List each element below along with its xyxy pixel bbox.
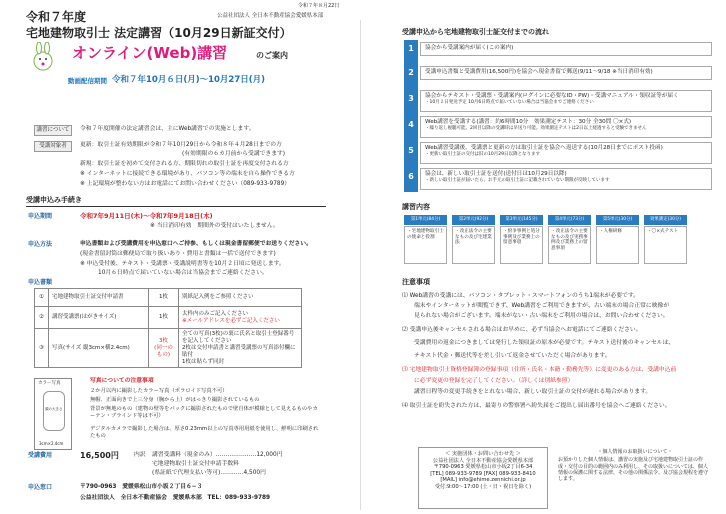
target-new: 新規：取引士証を初めて交付される方、期限切れの取引士証を再度交付される方 — [80, 161, 289, 167]
note-4: ⑷ 取引士証を紛失された方は、最寄りの警察署へ紛失届をご提出し届出番号を協会へご連絡ください。 — [402, 403, 671, 409]
note-1b: 端末やインターネットが閲覧できず、Web講習をご利用できますが、古い端末の場合正常に映像が — [414, 303, 670, 309]
doc-name: 宅地建物取引士証交付申請書 — [49, 289, 149, 307]
flow-step-sub: ・繰り返し視聴可能。2回目以降の受講時は早送り可能。効果測定テストは2日以上経過すると受験できません — [425, 125, 647, 131]
note-2c: テキスト代金・郵送代等を差し引いて返金させていただく場合があります。 — [414, 353, 611, 359]
flow-step — [420, 116, 712, 138]
doc-no: ③ — [35, 329, 49, 368]
unit-body: ・改正法令の主要なもの及び実務事例及び業務上の留意事項 — [548, 226, 591, 264]
flow-step — [420, 90, 712, 112]
doc-note: 別紙記入例をご参照ください — [179, 289, 302, 307]
photo-note-4: デジタルカメラで撮影した場合は、厚さ0.23mm以上の写真専用用紙を使用し、鮮明に印刷されたもの — [90, 426, 319, 439]
flow-step-text: 協会から受講案内が届く(この案内) — [425, 45, 514, 51]
note-2: ⑵ 受講申込後キャンセルされる場合はお早めに、必ず当協会へお電話にてご連絡ください。 — [402, 327, 642, 333]
target-renew: 更新：取引士証有効期限が令和７年10月29日から令和８年４月28日までの方 — [80, 142, 282, 148]
photo-sample — [34, 378, 72, 450]
step-number: 2 — [408, 68, 414, 77]
fiscal-year: 令和７年度 — [26, 10, 87, 24]
inquiry-title: ＜ 実施団体・お問い合わせ先 ＞ — [445, 451, 521, 457]
fee-label: 受講費用 — [28, 452, 53, 459]
flow-step-text: 受講申込書類と受講費用(16,500円)を協会へ現金書留で郵送(9/11～9/18 ※当日消印有効) — [425, 69, 653, 75]
privacy-box — [556, 447, 714, 509]
target-renew-note: (有効期限の６カ月前から受講できます) — [182, 151, 286, 157]
unit-head: 第2単元(92分) — [452, 215, 495, 225]
note-1c: 見られない場合がございます。端末がない・古い端末をご利用の場合は、お問い合わせください。 — [414, 313, 669, 319]
doc-note — [179, 307, 302, 329]
doc-name: 写真(サイズ 縦3cm×横2.4cm) — [49, 329, 149, 368]
privacy-title: ・個人情報のお取扱いについて・ — [597, 449, 673, 455]
inquiry-box — [418, 447, 548, 509]
doc-qty — [149, 329, 179, 368]
photo-head-label: 頭の大きさ — [45, 407, 63, 411]
method-label: 申込方法 — [28, 241, 53, 248]
doc-qty: 1枚 — [149, 289, 179, 307]
flow-step-text: 協会からテキスト・受講票・受講案内(ログインに必要なID・PW)・受講マニュアル・領収証等が届く — [425, 93, 679, 99]
flow-step-sub: ・更新い取引士証の交付は旧の10月29日以降となります — [425, 151, 540, 157]
photo-size: 3cm×2.4cm — [39, 441, 64, 446]
note-3: ⑶ 宅地建物取引士資格登録簿の登録事項（住所・氏名・本籍・勤務先等）に変更のある方は、受講申込前 — [402, 367, 677, 373]
stream-period-dates: 令和７年10月６日(月)～10月27日(月) — [112, 75, 266, 85]
unit-body: ・〇×式テスト — [644, 226, 687, 264]
unit-body: ・改正法令の主要なもの及び宅建業法 — [452, 226, 495, 264]
step-number: 4 — [408, 120, 414, 129]
note-3b-text: に必ず変更の登録を完了してください。（詳しくは別紙参照） — [414, 378, 574, 384]
fee-line-3: (県証紙で代理支払い等可)…………4,500円 — [152, 470, 266, 476]
method-line-4: 10月６日時点で届いていない場合は当協会までご連絡ください。 — [98, 270, 268, 276]
unit-body: ・宅地建物取引士の使命と役割 — [404, 226, 447, 264]
page-title: 宅地建物取引士 法定講習（10月29日新証交付） — [26, 26, 292, 40]
fee-line-1: 講習受講料（現金のみ）…………………12,000円 — [152, 452, 283, 458]
inquiry-email[interactable]: [MAIL] info@ehime.zennichi.or.jp — [440, 477, 526, 483]
photo-sample-label: カラー写真 — [38, 381, 61, 386]
period-note: ※ 当日消印有効 期間外の受付はいたしません。 — [150, 223, 279, 229]
inquiry-hours: 受付:9:00～17:00 (土・日・祝日を除く) — [434, 483, 532, 490]
about-label: 講習について — [34, 125, 72, 136]
doc-note-red: ※メールアドレスを必ずご記入ください — [182, 317, 280, 324]
note-2b: 受講費用の返金につきましては発行した領収証の原本が必要です。テキスト送付後のキャンセルは、 — [414, 340, 675, 346]
doc-note-3: 1枚は貼らず同封 — [182, 358, 224, 365]
column-divider — [360, 20, 361, 510]
unit-head: 第5単元(30分) — [596, 215, 639, 225]
doc-no: ① — [35, 289, 49, 307]
photo-notes-title: 写真についての注意事項 — [90, 378, 154, 384]
note-3b — [414, 378, 714, 385]
flow-step-sub: ・10月２日発送予定 10月6日時点で届いていない場合は当協会までご連絡ください — [425, 99, 594, 105]
inquiry-org: 公益社団法人 全日本不動産協会愛媛県本部 — [432, 457, 534, 464]
table-row — [35, 289, 302, 307]
step-number: 5 — [408, 146, 414, 155]
doc-note — [179, 329, 302, 368]
doc-name: 講習受講票(はがきサイズ) — [49, 307, 149, 329]
flow-step-text: Web講習を受講する(講習：約6時間10分 効果測定テスト：30分 全30問 〇×式) — [425, 119, 632, 125]
target-label: 受講対象者 — [34, 141, 72, 152]
window-address: 〒790-0963 愛媛県松山市小坂２丁目６−３ — [80, 484, 203, 490]
mascot-rabbit-icon — [28, 42, 58, 72]
window-org: 公益社団法人 全日本不動産協会 愛媛県本部 TEL：089-933-9789 — [80, 495, 271, 501]
step-number: 6 — [408, 172, 414, 181]
step-number: 1 — [408, 44, 414, 53]
doc-no: ② — [35, 307, 49, 329]
content-title: 講習内容 — [402, 203, 430, 211]
inquiry-address: 〒790-0963 愛媛県松山市小坂2丁目6-34 — [433, 464, 533, 470]
target-note-1: ※ インターネットに接続できる環境があり、パソコン等の端末を自ら操作できる方 — [80, 171, 295, 177]
photo-note-2: 無帽、正面向きで上三分身（胸から上）がはっきり撮影されているもの — [90, 397, 260, 403]
doc-qty-note: (同一のもの) — [154, 344, 173, 358]
period-label: 申込期間 — [28, 213, 53, 220]
flow-step-text: 協会は、新しい取引士証を送付(送付日は10月29日以降) — [425, 171, 567, 177]
doc-note-main: 全ての写真(3枚)の裏に氏名と取引士登録番号を記入してください — [182, 331, 295, 344]
unit-head: 第3単元(145分) — [500, 215, 543, 225]
doc-note-2: 2枚は交付申請書と講習受講票の写真添付欄に貼付 — [182, 344, 296, 358]
issue-date: 令和７年８月22日 — [298, 3, 340, 9]
photo-note-3: 背景が無地のもの（建物の壁等をバックに撮影されたもので壁自体が模様として見えるものやカーテン・ブラインド等は不可） — [90, 406, 318, 419]
notes-title: 注意事項 — [402, 278, 430, 286]
doc-qty: 1枚 — [149, 307, 179, 329]
issuer-org: 公益社団法人 全日本不動産協会愛媛県本部 — [217, 13, 324, 19]
flow-step — [420, 142, 712, 164]
period-dates: 令和7年9月11日(木)～令和7年9月18日(木) — [80, 212, 213, 220]
flow-step-sub: ・新しい取引士証が届いたら、お手元の取引士証に記載されていない期限が反映しています — [425, 177, 610, 183]
apply-section-title: 受講申込み手続き — [26, 196, 326, 207]
about-text: 令和７年度開催の法定講習会は、主にWeb講習での実施とします。 — [80, 126, 255, 132]
stream-period-label: 動画配信期間 — [68, 77, 107, 85]
photo-note-1: ２か月以内に撮影したカラー写真（ポラロイド写真不可） — [90, 388, 228, 394]
inquiry-phone: [TEL] 089-933-9789 [FAX] 089-933-8410 — [430, 470, 536, 477]
unit-body: ・紛争事例と処分事例及び業務上の留意事項 — [500, 226, 543, 264]
flow-step — [420, 168, 712, 190]
flow-step-text: Web講習受講後、受講票と更新の方は取引士証を協会へ返送する(10月28日までにポスト投函) — [425, 145, 663, 151]
table-row — [35, 307, 302, 329]
online-title-suffix: のご案内 — [256, 51, 288, 60]
flow-bar — [404, 40, 418, 192]
fee-breakdown-label: 内訳 — [134, 452, 146, 458]
privacy-text: お預かりした個人情報は、講習の実施及び宅地建物取引士証の作成・交付の目的の範囲内のみ利用し、その取扱いについては、個人情報の保護に関する法律、その他の関係法令、及び協会規程を遵守します。 — [558, 457, 709, 482]
method-line-3: ※ 申込受付後、テキスト・受講票・受講説明書等を10月２日頃に発送します。 — [80, 261, 285, 267]
flow-step — [420, 66, 712, 80]
docs-table — [34, 288, 302, 368]
note-1: ⑴ Web講習の受講には、パソコン・タブレット・スマートフォンのうち1端末が必要です。 — [402, 293, 640, 299]
step-number: 3 — [408, 94, 414, 103]
fee-amount: 16,500円 — [80, 451, 119, 460]
unit-head: 第4単元(73分) — [548, 215, 591, 225]
flow-step — [420, 42, 712, 56]
window-label: 申込窓口 — [28, 484, 53, 491]
unit-body: ・人権研修 — [596, 226, 639, 264]
unit-head: 効果測定(30分) — [644, 215, 687, 225]
doc-qty-value: 3枚 — [159, 337, 168, 344]
doc-note-main: 太枠内のみご記入ください — [182, 310, 249, 317]
docs-label: 申込書類 — [28, 279, 53, 286]
flow-title: 受講申込から宅地建物取引士証交付までの流れ — [402, 28, 549, 36]
method-line-2: (現金書留封筒は郵便局で取り扱いあり・費用と書類は一括で送付できます) — [80, 251, 276, 257]
note-3c: 講習日程等の変更手続きをとれない場合、新しい取引士証の交付が遅れる場合があります。 — [414, 389, 652, 395]
table-row — [35, 329, 302, 368]
fee-line-2: 宅地建物取引士証交付申請手数料 — [152, 461, 239, 467]
target-note-2: ※ 上記環境が整わない方はお電話にてお問い合わせください（089-933-9789） — [80, 181, 291, 187]
method-line-1: 申込書類および受講費用を申込窓口へご持参、もしくは現金書留郵便でお送りください。 — [80, 241, 312, 247]
online-title: オンライン(Web)講習 — [72, 44, 228, 62]
unit-head: 第1単元(84分) — [404, 215, 447, 225]
